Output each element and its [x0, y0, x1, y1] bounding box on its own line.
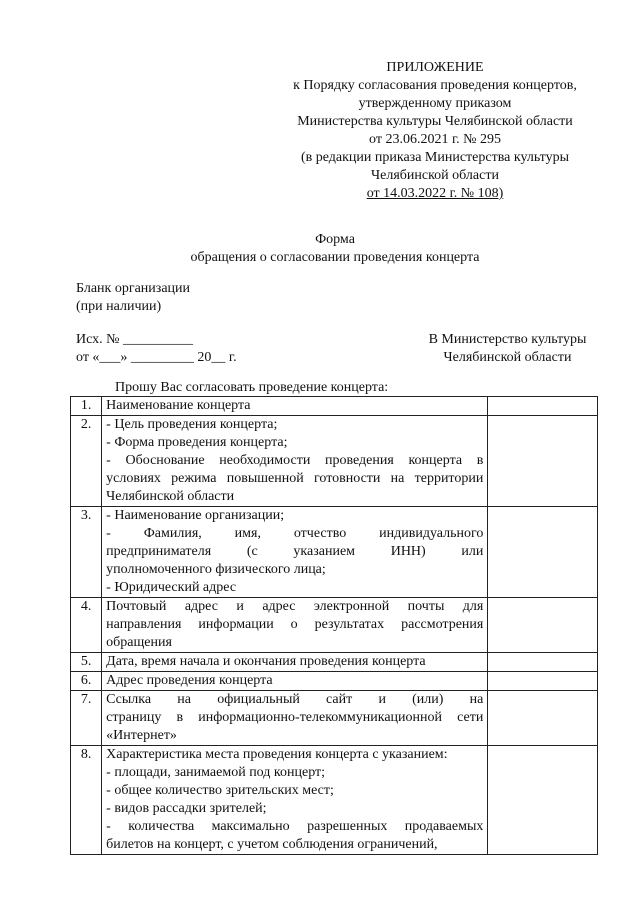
row-description — [102, 746, 488, 855]
row-value-field[interactable] — [488, 416, 598, 507]
appendix-line: (в редакции приказа Министерства культуры — [300, 150, 570, 165]
row-description-line: - Фамилия, имя, отчество индивидуального — [106, 526, 484, 541]
outgoing-number: Исх. № __________ — [76, 332, 193, 347]
appendix-line: Челябинской области — [371, 168, 499, 183]
row-number: 1. — [71, 397, 102, 416]
row-description-line: уполномоченного физического лица; — [106, 562, 326, 577]
row-value-field[interactable] — [488, 691, 598, 746]
row-description-line: - площади, занимаемой под концерт; — [106, 765, 326, 780]
appendix-line: от 23.06.2021 г. № 295 — [369, 132, 501, 147]
row-value-field[interactable] — [488, 746, 598, 855]
row-description-line: - общее количество зрительских мест; — [106, 783, 334, 798]
outgoing-reference — [76, 331, 237, 367]
row-description-line: - Юридический адрес — [106, 580, 237, 595]
row-description-line: Ссылка на официальный сайт и (или) на — [106, 692, 484, 707]
row-value-field[interactable] — [488, 672, 598, 691]
row-description-line: - Цель проведения концерта; — [106, 417, 278, 432]
row-description-line: Челябинской области — [106, 489, 235, 504]
row-value-field[interactable] — [488, 653, 598, 672]
appendix-heading: ПРИЛОЖЕНИЕ — [386, 60, 484, 75]
row-description — [102, 672, 488, 691]
appendix-amendment-date: от 14.03.2022 г. № 108) — [366, 186, 504, 201]
row-description-line: обращения — [106, 635, 172, 650]
letterhead-label: Бланк организации — [76, 281, 191, 296]
row-description-line: - Обоснование необходимости проведения концерта в — [106, 453, 484, 468]
outgoing-date: от «___» _________ 20__ г. — [76, 350, 237, 365]
letterhead-note: (при наличии) — [76, 299, 162, 314]
table-row — [71, 653, 598, 672]
row-number: 3. — [71, 507, 102, 598]
row-description-line: Наименование концерта — [106, 398, 251, 413]
row-description-line: - Наименование организации; — [106, 508, 285, 523]
row-description — [102, 598, 488, 653]
row-description-line: - видов рассадки зрителей; — [106, 801, 267, 816]
appendix-line: к Порядку согласования проведения концертов, — [293, 78, 577, 93]
row-description-line: Почтовый адрес и адрес электронной почты для — [106, 599, 484, 614]
form-title-subject: обращения о согласовании проведения концерта — [190, 250, 480, 265]
recipient-line: В Министерство культуры — [428, 332, 587, 347]
row-description-line: предпринимателя (с указанием ИНН) или — [106, 544, 484, 559]
row-description-line: - количества максимально разрешенных продаваемых — [106, 819, 484, 834]
row-number: 4. — [71, 598, 102, 653]
request-text: Прошу Вас согласовать проведение концерта: — [115, 380, 389, 395]
request-table — [70, 396, 598, 855]
form-title-word: Форма — [315, 232, 355, 247]
row-description-line: Адрес проведения концерта — [106, 673, 273, 688]
row-number: 5. — [71, 653, 102, 672]
row-number: 6. — [71, 672, 102, 691]
row-value-field[interactable] — [488, 397, 598, 416]
table-row — [71, 746, 598, 855]
row-number: 7. — [71, 691, 102, 746]
row-value-field[interactable] — [488, 598, 598, 653]
row-description-line: направления информации о результатах рассмотрения — [106, 617, 484, 632]
row-number: 2. — [71, 416, 102, 507]
row-description-line: билетов на концерт, с учетом соблюдения ограничений, — [106, 837, 438, 852]
row-description-line: - Форма проведения концерта; — [106, 435, 288, 450]
form-title — [70, 231, 600, 267]
appendix-header — [270, 59, 600, 203]
row-description-line: «Интернет» — [106, 728, 177, 743]
organization-letterhead — [76, 280, 190, 316]
row-description — [102, 653, 488, 672]
row-description-line: Характеристика места проведения концерта с указанием: — [106, 747, 448, 762]
row-description-line: Дата, время начала и окончания проведения концерта — [106, 654, 426, 669]
row-description — [102, 691, 488, 746]
row-description-line: страницу в информационно-телекоммуникационной сети — [106, 710, 484, 725]
row-value-field[interactable] — [488, 507, 598, 598]
row-description — [102, 416, 488, 507]
recipient-block — [405, 331, 610, 367]
row-description — [102, 397, 488, 416]
table-row — [71, 672, 598, 691]
table-row — [71, 416, 598, 507]
appendix-line: утвержденному приказом — [358, 96, 512, 111]
table-row — [71, 691, 598, 746]
row-number: 8. — [71, 746, 102, 855]
table-row — [71, 397, 598, 416]
appendix-line: Министерства культуры Челябинской области — [297, 114, 573, 129]
recipient-line: Челябинской области — [443, 350, 572, 365]
table-row — [71, 507, 598, 598]
table-row — [71, 598, 598, 653]
row-description — [102, 507, 488, 598]
row-description-line: условиях режима повышенной готовности на территории — [106, 471, 484, 486]
